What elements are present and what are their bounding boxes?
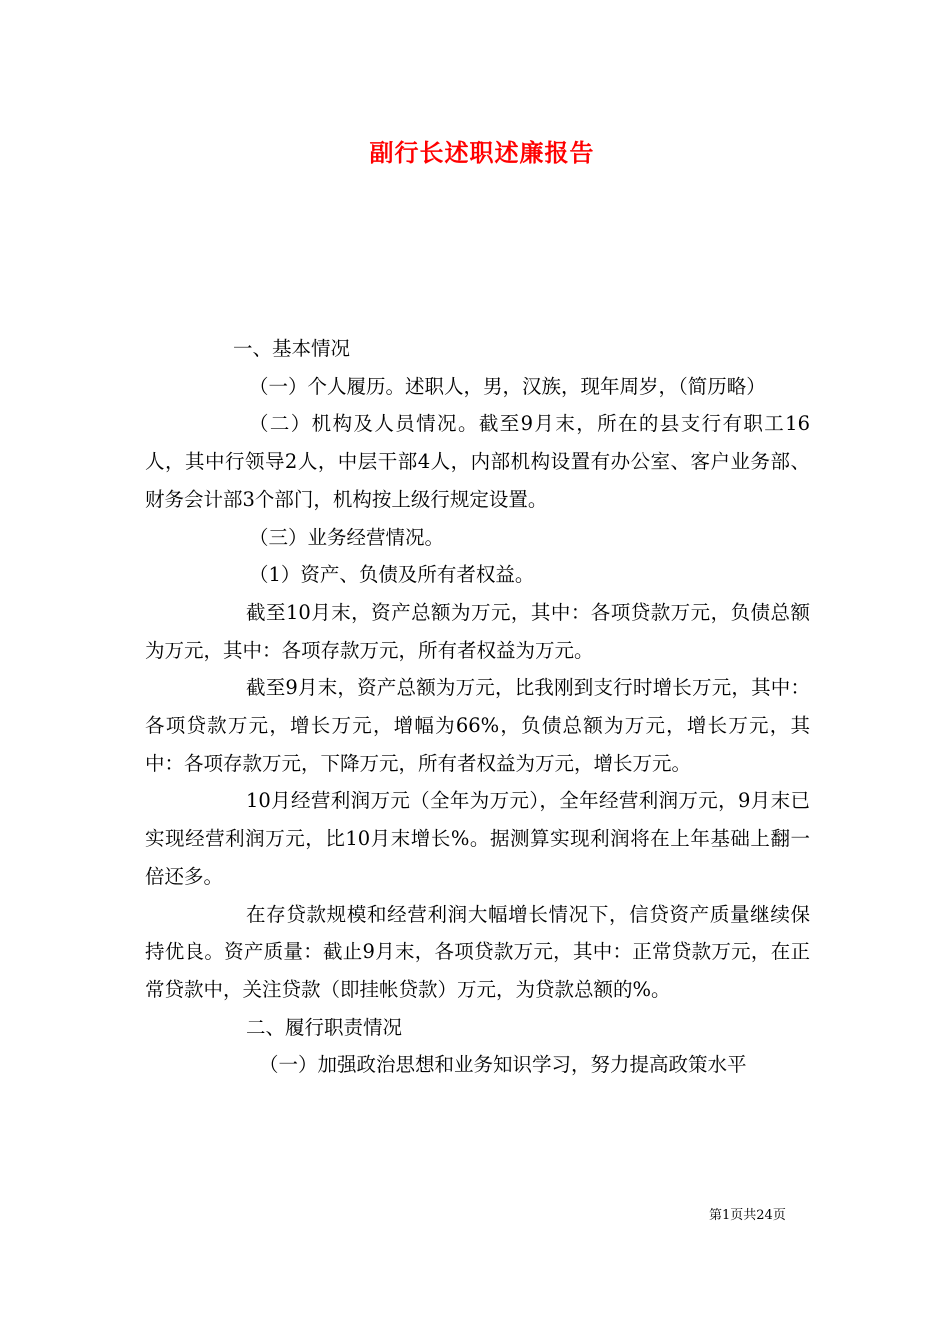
- page-number: 第1页共24页: [709, 1208, 786, 1223]
- paragraph-business-operations: （三）业务经营情况。: [249, 525, 445, 549]
- section-heading-basic-info: 一、基本情况: [233, 337, 351, 360]
- paragraph-profit: 10月经营利润万元（全年为万元），全年经营利润万元，9月末已实现经营利润万元，比10月末增长%。据测算实现利润将在上年基础上翻一倍还多。: [145, 789, 810, 888]
- paragraph-september-figures: 截至9月末，资产总额为万元，比我刚到支行时增长万元，其中：各项贷款万元，增长万元，增幅为66%，负债总额为万元，增长万元，其中：各项存款万元，下降万元，所有者权益为万元，增长万元。: [145, 676, 810, 775]
- paragraph-organization-staff: （二）机构及人员情况。截至9月末，所在的县支行有职工16人，其中行领导2人，中层干部4人，内部机构设置有办公室、客户业务部、财务会计部3个部门，机构按上级行规定设置。: [145, 412, 810, 511]
- document-body: [145, 330, 810, 1084]
- paragraph-assets-liabilities: （1）资产、负债及所有者权益。: [249, 563, 535, 587]
- section-heading-duties: 二、履行职责情况: [246, 1015, 403, 1039]
- paragraph-asset-quality: 在存贷款规模和经营利润大幅增长情况下，信贷资产质量继续保持优良。资产质量：截止9月末，各项贷款万元，其中：正常贷款万元，在正常贷款中，关注贷款（即挂帐贷款）万元，为贷款总额的%。: [145, 902, 810, 1001]
- paragraph-october-figures: 截至10月末，资产总额为万元，其中：各项贷款万元，负债总额为万元，其中：各项存款万元，所有者权益为万元。: [145, 600, 810, 662]
- paragraph-personal-history: （一）个人履历。述职人，男，汉族，现年周岁，（简历略）: [249, 374, 766, 398]
- paragraph-study: （一）加强政治思想和业务知识学习，努力提高政策水平: [259, 1053, 747, 1077]
- document-title: 副行长述职述廉报告: [369, 138, 595, 167]
